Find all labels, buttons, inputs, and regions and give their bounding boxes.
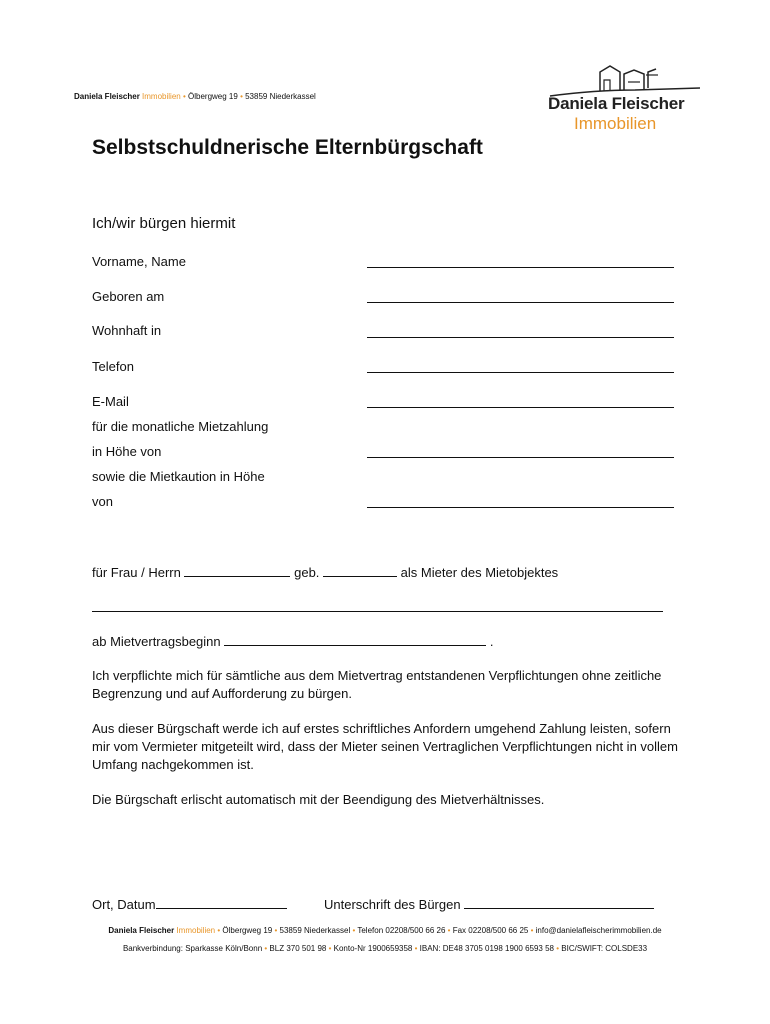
signature-label: Unterschrift des Bürgen: [324, 897, 461, 912]
footer-contact: [0, 926, 770, 935]
separator: •: [240, 92, 243, 101]
footer-city: 53859 Niederkassel: [279, 926, 351, 935]
separator: •: [530, 926, 534, 935]
field-label-phone: Telefon: [92, 359, 134, 374]
field-label-residence: Wohnhaft in: [92, 323, 162, 338]
tenant-geb: geb.: [294, 565, 320, 580]
logo-subtitle: Immobilien: [574, 114, 657, 133]
separator: •: [556, 944, 560, 953]
footer-bank: [0, 944, 770, 953]
footer-konto: Konto-Nr 1900659358: [333, 944, 413, 953]
field-label-name: Vorname, Name: [92, 254, 186, 269]
sender-city: 53859 Niederkassel: [245, 92, 316, 101]
field-label-deposit: sowie die Mietkaution in Höhe: [92, 469, 265, 484]
separator: •: [328, 944, 332, 953]
footer-bic: BIC/SWIFT: COLSDE33: [561, 944, 648, 953]
separator: •: [352, 926, 356, 935]
place-date-blank[interactable]: [156, 896, 287, 909]
footer-iban: IBAN: DE48 3705 0198 1900 6593 58: [419, 944, 554, 953]
lease-start-line: [92, 633, 494, 649]
tenant-prefix: für Frau / Herrn: [92, 565, 181, 580]
field-label-email: E-Mail: [92, 394, 129, 409]
tenant-name-blank[interactable]: [184, 564, 290, 577]
company-logo: [540, 60, 710, 140]
logo-name: Daniela Fleischer: [548, 94, 685, 113]
paragraph-payment: Aus dieser Bürgschaft werde ich auf erstes schriftliches Anfordern umgehend Zahlung leisten, sofern mir vom Vermieter mitgeteilt wird, dass der Mieter seinen Vertraglichen Verpflichtungen nicht in vollem Umfang nachgekommen ist.: [92, 721, 678, 772]
field-line-residence[interactable]: [367, 337, 674, 338]
footer-brand: Immobilien: [176, 926, 216, 935]
separator: •: [264, 944, 268, 953]
sender-brand: Immobilien: [142, 92, 181, 101]
field-line-deposit-amount[interactable]: [367, 507, 674, 508]
tenant-line: [92, 564, 558, 580]
footer-blz: BLZ 370 501 98: [269, 944, 327, 953]
footer-phone: Telefon 02208/500 66 26: [357, 926, 446, 935]
lease-start-prefix: ab Mietvertragsbeginn: [92, 634, 221, 649]
field-label-birth: Geboren am: [92, 289, 165, 304]
separator: •: [182, 92, 186, 101]
footer-email[interactable]: info@danielafleischerimmobilien.de: [535, 926, 662, 935]
place-date-label: Ort, Datum: [92, 897, 156, 912]
field-line-phone[interactable]: [367, 372, 674, 373]
field-line-rent-amount[interactable]: [367, 457, 674, 458]
intro-text: Ich/wir bürgen hiermit: [92, 215, 236, 232]
lease-start-blank[interactable]: [224, 633, 486, 646]
field-line-birth[interactable]: [367, 302, 674, 303]
field-label-rent-amount: in Höhe von: [92, 444, 162, 459]
field-line-email[interactable]: [367, 407, 674, 408]
tenant-birth-blank[interactable]: [323, 564, 397, 577]
separator: •: [217, 926, 221, 935]
tenant-suffix: als Mieter des Mietobjektes: [400, 565, 559, 580]
place-date-field: [92, 896, 287, 912]
sender-line: [74, 92, 316, 101]
footer-fax: Fax 02208/500 66 25: [452, 926, 529, 935]
lease-start-end: .: [489, 634, 494, 649]
property-address-line[interactable]: [92, 611, 663, 612]
separator: •: [414, 944, 418, 953]
paragraph-expiry: Die Bürgschaft erlischt automatisch mit der Beendigung des Mietverhältnisses.: [92, 792, 545, 807]
footer-street: Ölbergweg 19: [222, 926, 273, 935]
sender-name: Daniela Fleischer: [74, 92, 140, 101]
footer-name: Daniela Fleischer: [108, 926, 175, 935]
sender-street: Ölbergweg 19: [188, 92, 238, 101]
separator: •: [274, 926, 278, 935]
signature-blank[interactable]: [464, 896, 654, 909]
footer-bank-name: Bankverbindung: Sparkasse Köln/Bonn: [122, 944, 263, 953]
separator: •: [447, 926, 451, 935]
signature-field: [324, 896, 654, 912]
document-title: Selbstschuldnerische Elternbürgschaft: [92, 136, 483, 159]
paragraph-obligation: Ich verpflichte mich für sämtliche aus dem Mietvertrag entstandenen Verpflichtungen ohne zeitliche Begrenzung und auf Aufforderung zu bürgen.: [92, 668, 662, 701]
field-line-name[interactable]: [367, 267, 674, 268]
field-label-monthly-rent: für die monatliche Mietzahlung: [92, 419, 269, 434]
field-label-deposit-amount: von: [92, 494, 113, 509]
